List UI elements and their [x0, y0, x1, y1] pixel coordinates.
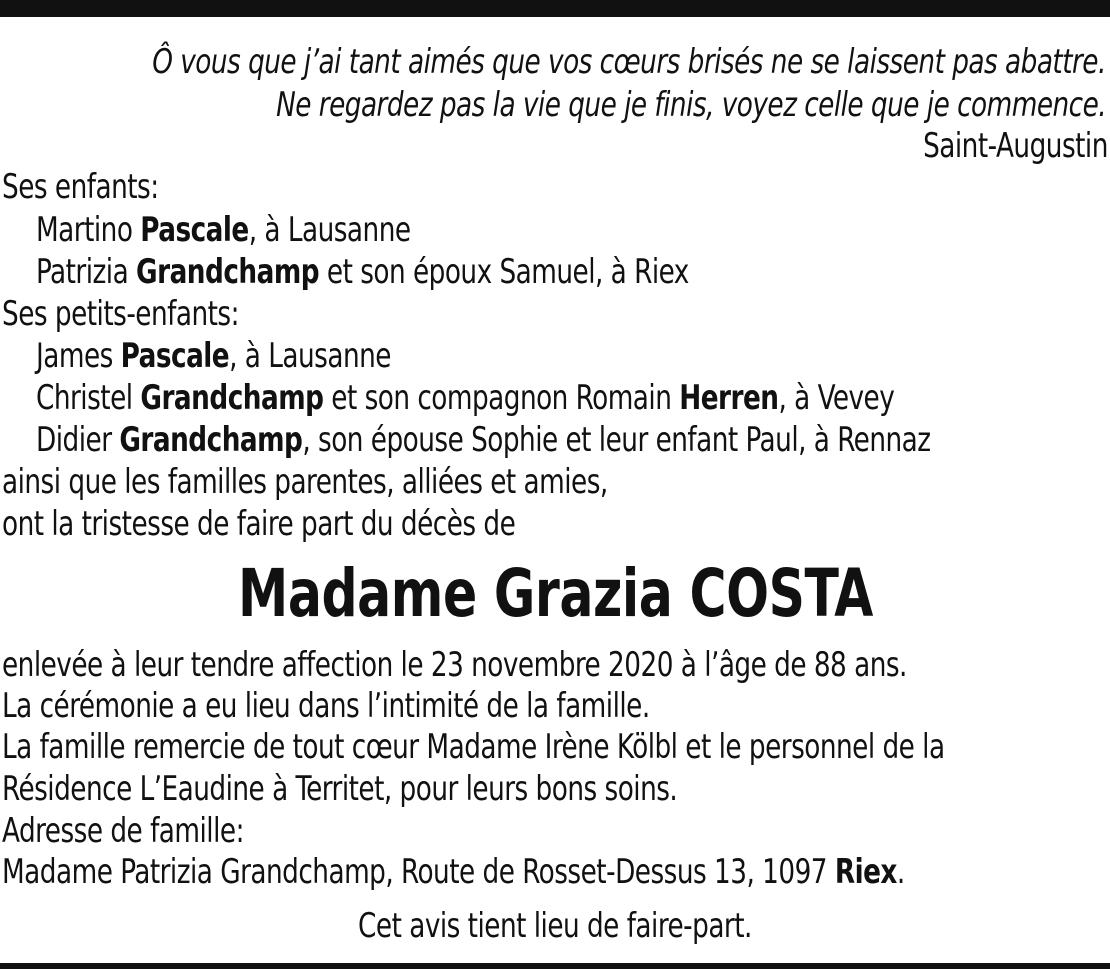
body-line-3: La famille remercie de tout cœur Madame Irène Kölbl et le personnel de la: [2, 727, 945, 767]
address-city: Riex: [834, 852, 897, 892]
body-line-4: Résidence L’Eaudine à Territet, pour leurs bons soins.: [2, 769, 678, 809]
child-entry: Patrizia Grandchamp et son époux Samuel, à Riex: [36, 252, 689, 292]
quote-author: Saint-Augustin: [923, 126, 1108, 166]
bottom-rule: [0, 963, 1110, 969]
surname: Grandchamp: [119, 420, 303, 460]
quote-line-1: Ô vous que j’ai tant aimés que vos cœurs brisés ne se laissent pas abattre.: [152, 42, 1106, 82]
body-line-2: La cérémonie a eu lieu dans l’intimité de la famille.: [2, 686, 650, 726]
grandchild-entry: James Pascale, à Lausanne: [36, 336, 391, 376]
surname: Grandchamp: [140, 378, 324, 418]
body-line-1: enlevée à leur tendre affection le 23 novembre 2020 à l’âge de 88 ans.: [2, 645, 907, 685]
announcement-line: ont la tristesse de faire part du décès de: [2, 504, 516, 544]
grandchild-entry: Didier Grandchamp, son épouse Sophie et leur enfant Paul, à Rennaz: [36, 420, 931, 460]
grandchild-entry: Christel Grandchamp et son compagnon Romain Herren, à Vevey: [36, 378, 895, 418]
child-entry: Martino Pascale, à Lausanne: [36, 210, 411, 250]
children-heading: Ses enfants:: [2, 167, 159, 207]
top-rule: [0, 0, 1110, 17]
quote-line-2: Ne regardez pas la vie que je finis, voyez celle que je commence.: [275, 85, 1106, 125]
address-heading: Adresse de famille:: [2, 811, 244, 851]
grandchildren-heading: Ses petits-enfants:: [2, 294, 239, 334]
closing-note: Cet avis tient lieu de faire-part.: [358, 906, 752, 946]
surname: Pascale: [140, 210, 249, 250]
deceased-name: Madame Grazia COSTA: [237, 555, 873, 632]
surname: Herren: [679, 378, 779, 418]
surname: Grandchamp: [136, 252, 320, 292]
address-line: Madame Patrizia Grandchamp, Route de Rosset-Dessus 13, 1097 Riex.: [2, 852, 905, 892]
surname: Pascale: [120, 336, 230, 376]
families-line: ainsi que les familles parentes, alliées et amies,: [2, 462, 608, 502]
